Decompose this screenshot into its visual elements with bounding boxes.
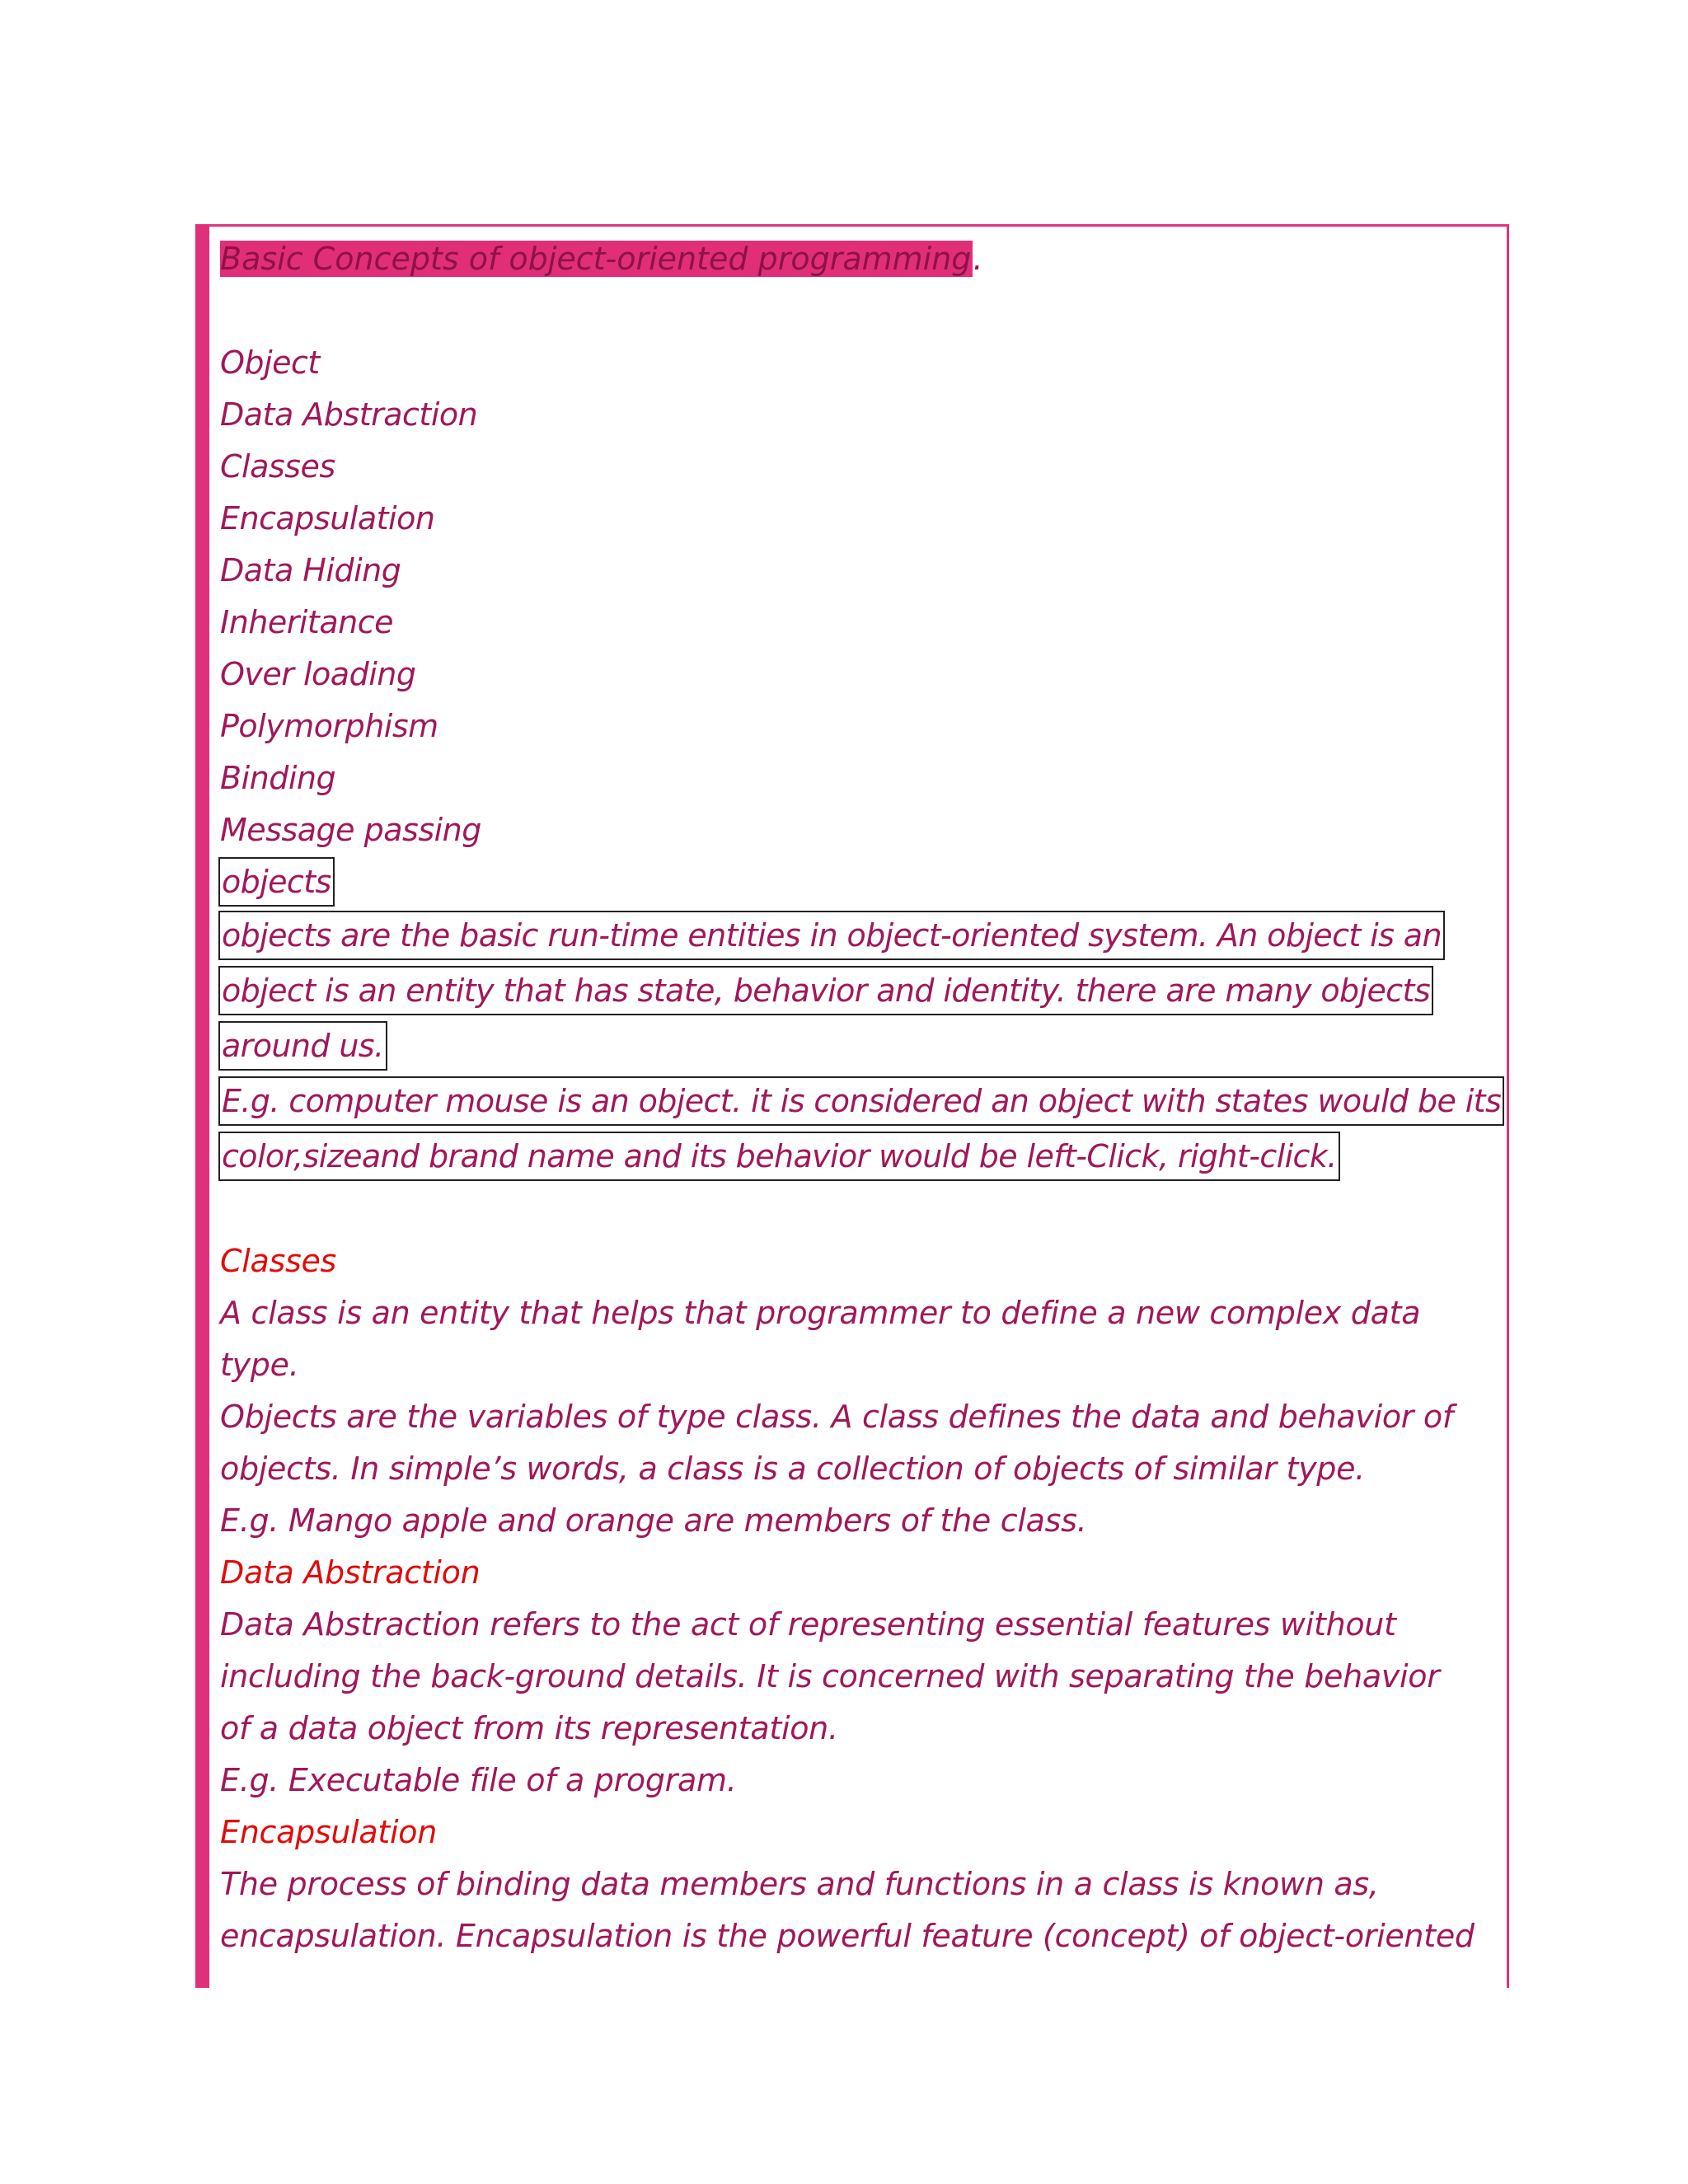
objects-line-row bbox=[220, 1018, 1506, 1073]
concept-item: Data Hiding bbox=[220, 552, 401, 588]
objects-line-row bbox=[220, 907, 1506, 963]
concept-item: Binding bbox=[220, 760, 336, 796]
document-content bbox=[220, 233, 1506, 1962]
data-abstraction-line: Data Abstraction refers to the act of representing essential features without bbox=[220, 1606, 1396, 1643]
concept-item: Data Abstraction bbox=[220, 396, 478, 433]
encapsulation-section bbox=[220, 1807, 1506, 1962]
objects-line-row bbox=[220, 963, 1506, 1018]
objects-line-row bbox=[220, 1073, 1506, 1128]
classes-section bbox=[220, 1235, 1506, 1547]
classes-line: objects. In simple’s words, a class is a collection of objects of similar type. bbox=[220, 1451, 1365, 1487]
encapsulation-heading: Encapsulation bbox=[220, 1814, 438, 1850]
objects-heading: objects bbox=[218, 857, 335, 907]
spacer bbox=[220, 1183, 1506, 1235]
concept-item: Polymorphism bbox=[220, 708, 438, 744]
objects-line: around us. bbox=[218, 1021, 387, 1071]
classes-line: E.g. Mango apple and orange are members of the class. bbox=[220, 1502, 1087, 1539]
objects-heading-row bbox=[220, 856, 1506, 907]
concept-item: Encapsulation bbox=[220, 500, 435, 537]
concept-item: Classes bbox=[220, 448, 335, 485]
objects-section bbox=[220, 856, 1506, 1183]
data-abstraction-line: E.g. Executable file of a program. bbox=[220, 1762, 737, 1798]
concept-item: Over loading bbox=[220, 656, 416, 692]
classes-line: Objects are the variables of type class. A class defines the data and behavior of bbox=[220, 1399, 1453, 1435]
data-abstraction-line: of a data object from its representation. bbox=[220, 1710, 838, 1746]
data-abstraction-section bbox=[220, 1547, 1506, 1807]
encapsulation-line: encapsulation. Encapsulation is the powerful feature (concept) of object-oriented bbox=[220, 1918, 1475, 1954]
concept-item: Object bbox=[220, 344, 320, 381]
objects-line: objects are the basic run-time entities in object-oriented system. An object is an bbox=[218, 911, 1445, 960]
spacer bbox=[220, 285, 1506, 337]
document-title bbox=[220, 233, 1506, 285]
classes-line: A class is an entity that helps that programmer to define a new complex data bbox=[220, 1295, 1421, 1331]
concept-item: Inheritance bbox=[220, 604, 393, 640]
concept-list bbox=[220, 337, 1506, 856]
left-accent-bar bbox=[195, 224, 209, 1988]
classes-heading: Classes bbox=[220, 1243, 337, 1279]
objects-line: object is an entity that has state, behavior and identity. there are many objects bbox=[218, 966, 1433, 1015]
data-abstraction-line: including the back-ground details. It is concerned with separating the behavior bbox=[220, 1658, 1440, 1694]
objects-line-row bbox=[220, 1128, 1506, 1183]
title-period: . bbox=[973, 241, 983, 277]
objects-line: color,sizeand brand name and its behavior would be left-Click, right-click. bbox=[218, 1132, 1340, 1181]
concept-item: Message passing bbox=[220, 812, 481, 848]
encapsulation-line: The process of binding data members and functions in a class is known as, bbox=[220, 1866, 1379, 1902]
data-abstraction-heading: Data Abstraction bbox=[220, 1554, 481, 1591]
title-highlight: Basic Concepts of object-oriented programming bbox=[220, 241, 972, 277]
classes-line: type. bbox=[220, 1347, 299, 1383]
objects-line: E.g. computer mouse is an object. it is considered an object with states would be its bbox=[218, 1076, 1504, 1126]
